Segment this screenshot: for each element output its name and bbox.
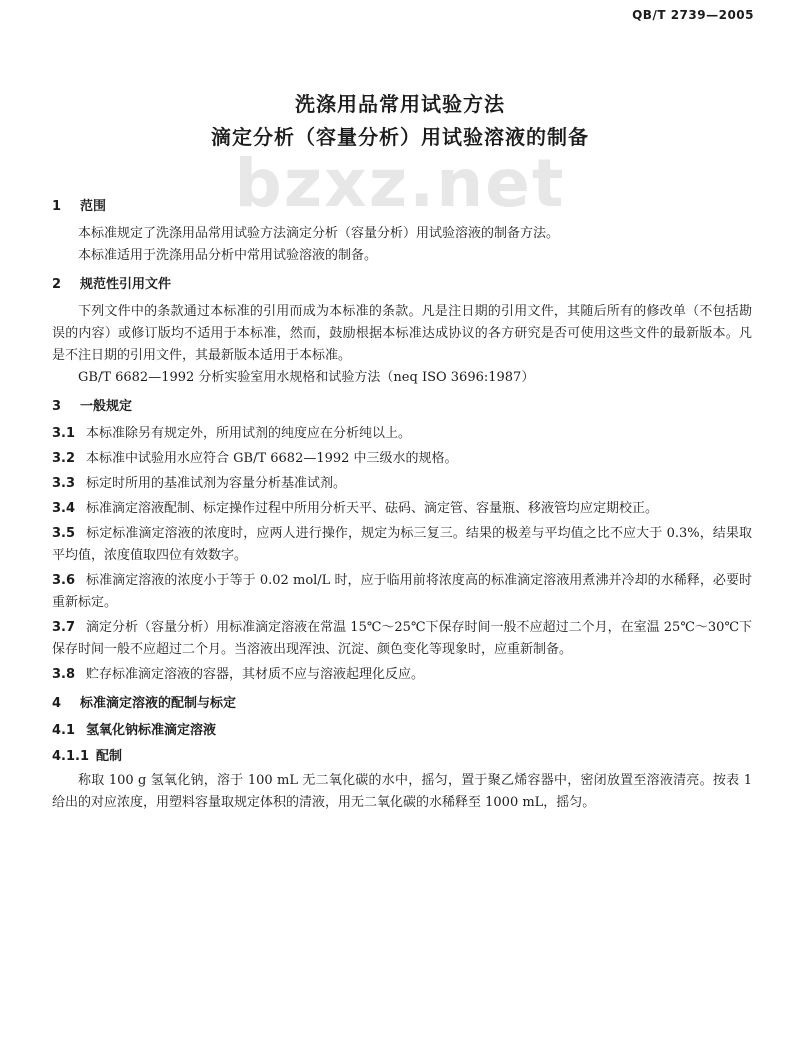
section-title: 范围 bbox=[80, 199, 107, 214]
normative-reference: GB/T 6682—1992 分析实验室用水规格和试验方法（neq ISO 3696:1987） bbox=[78, 370, 535, 385]
document-body bbox=[52, 196, 752, 814]
section-title: 标准滴定溶液的配制与标定 bbox=[80, 696, 237, 711]
clause-3-5 bbox=[52, 523, 752, 567]
document-subtitle: 滴定分析（容量分析）用试验溶液的制备 bbox=[211, 125, 589, 149]
section-4-heading bbox=[52, 693, 752, 715]
paragraph: 下列文件中的条款通过本标准的引用而成为本标准的条款。凡是注日期的引用文件，其随后所有的修改单（不包括勘误的内容）或修订版均不适用于本标准，然而，鼓励根据本标准达成协议的各方研究是否可使用这些文件的最新版本。凡是不注日期的引用文件，其最新版本适用于本标准。 bbox=[52, 304, 752, 363]
clause-text: 标定时所用的基准试剂为容量分析基准试剂。 bbox=[86, 476, 347, 491]
clause-text: 标准滴定溶液配制、标定操作过程中所用分析天平、砝码、滴定管、容量瓶、移液管均应定期校正。 bbox=[86, 501, 659, 516]
clause-text: 标准滴定溶液的浓度小于等于 0.02 mol/L 时，应于临用前将浓度高的标准滴定溶液用煮沸并冷却的水稀释，必要时重新标定。 bbox=[52, 573, 752, 610]
section-3-heading bbox=[52, 396, 752, 418]
section-title: 一般规定 bbox=[80, 399, 133, 414]
subsection-title: 氢氧化钠标准滴定溶液 bbox=[86, 723, 217, 738]
clause-number: 3.4 bbox=[52, 501, 76, 516]
clause-text: 标定标准滴定溶液的浓度时，应两人进行操作，规定为标三复三。结果的极差与平均值之比不应大于 0.3%，结果取平均值，浓度值取四位有效数字。 bbox=[52, 526, 752, 563]
section-1-heading bbox=[52, 196, 752, 218]
clause-3-7 bbox=[52, 617, 752, 661]
watermark: bzxz.net bbox=[234, 145, 566, 222]
clause-number: 3.1 bbox=[52, 426, 76, 441]
subsection-4-1-1-heading bbox=[52, 746, 752, 768]
subsection-number: 4.1 bbox=[52, 723, 76, 738]
clause-3-6 bbox=[52, 570, 752, 614]
clause-number: 3.5 bbox=[52, 526, 76, 541]
clause-3-4 bbox=[52, 498, 752, 520]
section-number: 1 bbox=[52, 199, 62, 214]
section-number: 2 bbox=[52, 277, 62, 292]
paragraph: 本标准适用于洗涤用品分析中常用试验溶液的制备。 bbox=[78, 248, 378, 263]
clause-3-2 bbox=[52, 448, 752, 470]
clause-number: 3.8 bbox=[52, 667, 76, 682]
clause-number: 3.2 bbox=[52, 451, 76, 466]
section-number: 4 bbox=[52, 696, 62, 711]
paragraph: 本标准规定了洗涤用品常用试验方法滴定分析（容量分析）用试验溶液的制备方法。 bbox=[78, 226, 560, 241]
subsection-number: 4.1.1 bbox=[52, 749, 90, 764]
section-title: 规范性引用文件 bbox=[80, 277, 172, 292]
clause-text: 贮存标准滴定溶液的容器，其材质不应与溶液起理化反应。 bbox=[86, 667, 425, 682]
section-2-heading bbox=[52, 274, 752, 296]
clause-3-1 bbox=[52, 423, 752, 445]
subsection-title: 配制 bbox=[96, 749, 123, 764]
clause-3-8 bbox=[52, 664, 752, 686]
standard-code: QB/T 2739—2005 bbox=[632, 8, 754, 22]
clause-number: 3.3 bbox=[52, 476, 76, 491]
document-title: 洗涤用品常用试验方法 bbox=[295, 92, 505, 116]
subsection-4-1-heading bbox=[52, 720, 752, 742]
clause-text: 本标准中试验用水应符合 GB/T 6682—1992 中三级水的规格。 bbox=[86, 451, 458, 466]
clause-number: 3.6 bbox=[52, 573, 76, 588]
paragraph: 称取 100 g 氢氧化钠，溶于 100 mL 无二氧化碳的水中，摇匀，置于聚乙烯容器中，密闭放置至溶液清亮。按表 1 给出的对应浓度，用塑料容量取规定体积的清液，用无二氧化碳的水稀释至 1000 mL，摇匀。 bbox=[52, 773, 752, 810]
section-number: 3 bbox=[52, 399, 62, 414]
clause-3-3 bbox=[52, 473, 752, 495]
clause-text: 本标准除另有规定外，所用试剂的纯度应在分析纯以上。 bbox=[86, 426, 412, 441]
clause-text: 滴定分析（容量分析）用标准滴定溶液在常温 15℃～25℃下保存时间一般不应超过二个月，在室温 25℃～30℃下保存时间一般不应超过二个月。当溶液出现浑浊、沉淀、颜色变化等现象时，应重新制备。 bbox=[52, 620, 752, 657]
clause-number: 3.7 bbox=[52, 620, 76, 635]
